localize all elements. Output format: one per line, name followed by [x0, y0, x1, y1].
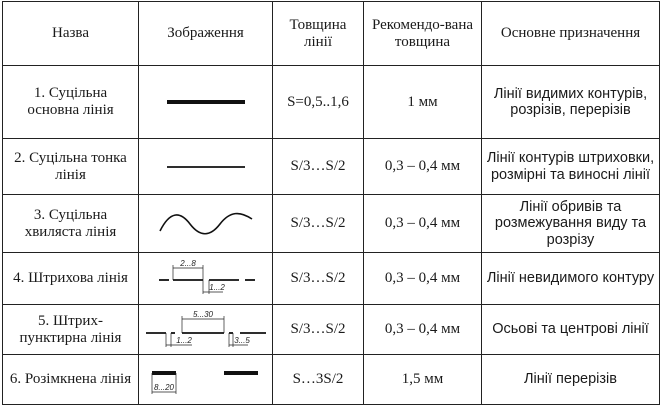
- gap-dim-label: 1...2: [175, 335, 192, 345]
- row-recommended: 0,3 – 0,4 мм: [364, 253, 482, 305]
- row-name: 2. Суцільна тонка лінія: [3, 139, 139, 195]
- header-thickness: Товщина лінії: [273, 2, 364, 66]
- solid-thin-line-image: [139, 139, 273, 195]
- length-dim-label: 8...20: [153, 382, 174, 392]
- header-row: [3, 2, 660, 66]
- line-types-table: [2, 1, 660, 405]
- row-thickness: S/3…S/2: [273, 253, 364, 305]
- row-name: 4. Штрихова лінія: [3, 253, 139, 305]
- dash-dim-label: 5...30: [192, 309, 213, 319]
- row-thickness: S/3…S/2: [273, 139, 364, 195]
- header-name: Назва: [3, 2, 139, 66]
- row-recommended: 1 мм: [364, 66, 482, 139]
- stroke-dim-label: 3...5: [233, 335, 250, 345]
- row-name: 1. Суцільна основна лінія: [3, 66, 139, 139]
- dash-dim-label: 2...8: [179, 258, 196, 268]
- wavy-line: [160, 213, 252, 233]
- table-row: [3, 305, 660, 355]
- row-purpose: Лінії контурів штриховки, розмірні та виносні лінії: [482, 139, 660, 195]
- row-purpose: Лінії обривів та розмежування виду та розрізу: [482, 195, 660, 253]
- row-purpose: Лінії невидимого контуру: [482, 253, 660, 305]
- row-recommended: 1,5 мм: [364, 355, 482, 405]
- row-purpose: Осьові та центрові лінії: [482, 305, 660, 355]
- table-row: [3, 195, 660, 253]
- wavy-line-image: [139, 195, 273, 253]
- row-recommended: 0,3 – 0,4 мм: [364, 305, 482, 355]
- header-purpose: Основне призначення: [482, 2, 660, 66]
- row-recommended: 0,3 – 0,4 мм: [364, 139, 482, 195]
- dash-dot-line-image: [139, 305, 273, 355]
- row-name: 6. Розімкнена лінія: [3, 355, 139, 405]
- row-recommended: 0,3 – 0,4 мм: [364, 195, 482, 253]
- solid-main-line-image: [139, 66, 273, 139]
- table-row: [3, 253, 660, 305]
- row-thickness: S=0,5..1,6: [273, 66, 364, 139]
- row-purpose: Лінії видимих контурів, розрізів, перерізів: [482, 66, 660, 139]
- table-row: [3, 355, 660, 405]
- row-name: 5. Штрих-пунктирна лінія: [3, 305, 139, 355]
- dashed-line-image: [139, 253, 273, 305]
- open-line-image: [139, 355, 273, 405]
- header-image: Зображення: [139, 2, 273, 66]
- row-thickness: S/3…S/2: [273, 195, 364, 253]
- row-thickness: S/3…S/2: [273, 305, 364, 355]
- row-thickness: S…3S/2: [273, 355, 364, 405]
- header-recommended: Рекомендо-вана товщина: [364, 2, 482, 66]
- gap-dim-label: 1...2: [208, 282, 225, 292]
- row-purpose: Лінії перерізів: [482, 355, 660, 405]
- row-name: 3. Суцільна хвиляста лінія: [3, 195, 139, 253]
- table-row: [3, 66, 660, 139]
- table-row: [3, 139, 660, 195]
